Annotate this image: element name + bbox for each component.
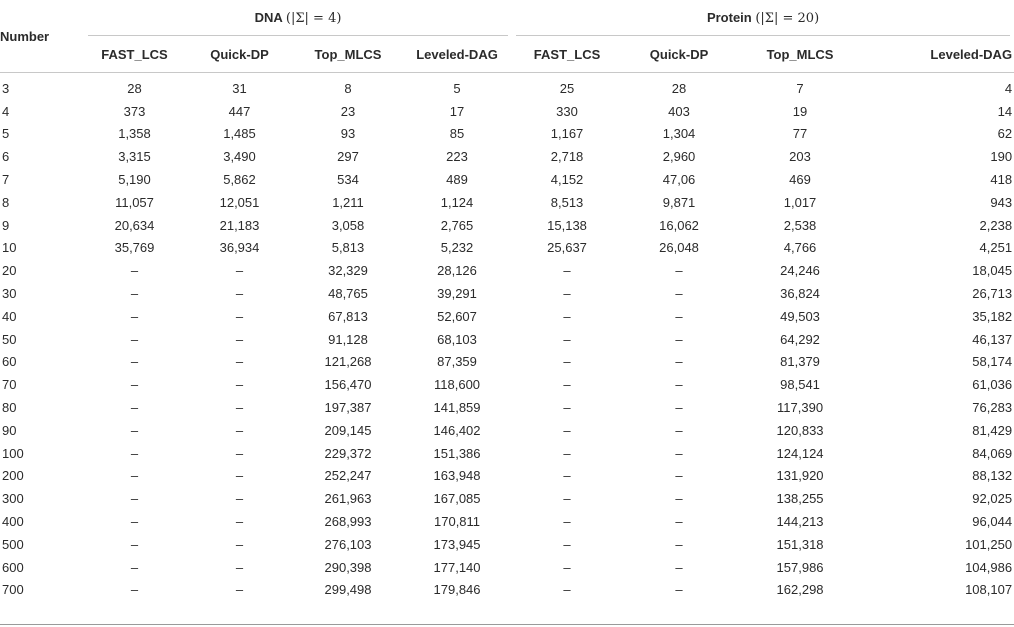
value-cell: 141,859 (433, 400, 481, 416)
value-cell: 49,503 (780, 308, 820, 324)
value-cell: 144,213 (776, 514, 824, 530)
value-cell: 1,167 (550, 126, 584, 142)
value-cell: 24,246 (780, 263, 820, 279)
table-row (0, 533, 1014, 556)
row-number-cell: 90 (2, 422, 17, 438)
value-cell: 46,137 (972, 331, 1013, 347)
value-cell: 93 (340, 126, 356, 142)
value-cell: 299,498 (324, 582, 372, 598)
value-cell: 1,485 (223, 126, 256, 142)
table-row (0, 556, 1014, 579)
group-name: Protein (706, 10, 752, 25)
value-cell: – (130, 331, 139, 347)
table-row (0, 168, 1014, 191)
value-cell: 418 (990, 172, 1013, 188)
value-cell: – (130, 422, 139, 438)
value-cell: 11,057 (115, 194, 154, 210)
value-cell: 146,402 (433, 422, 481, 438)
value-cell: – (675, 377, 683, 393)
table-row (0, 351, 1014, 374)
value-cell: 121,268 (324, 354, 372, 370)
value-cell: – (130, 582, 139, 598)
column-header: Leveled-DAG (930, 46, 1013, 62)
table-row (0, 328, 1014, 351)
value-cell: 108,107 (965, 582, 1013, 598)
value-cell: 138,255 (776, 491, 824, 507)
value-cell: – (235, 536, 244, 552)
value-cell: 203 (789, 149, 811, 165)
table-row (0, 145, 1014, 168)
value-cell: 35,182 (972, 308, 1013, 324)
value-cell: 3,490 (223, 149, 256, 165)
value-cell: – (675, 308, 683, 324)
value-cell: 26,713 (972, 286, 1013, 302)
table-row (0, 259, 1014, 282)
column-header: FAST_LCS (101, 46, 168, 62)
row-number-cell: 8 (2, 194, 10, 210)
row-number-cell: 10 (2, 240, 17, 256)
value-cell: 229,372 (324, 445, 372, 461)
value-cell: 118,600 (434, 377, 481, 393)
value-cell: – (675, 468, 683, 484)
value-cell: – (235, 308, 244, 324)
row-number-cell: 6 (2, 149, 10, 165)
value-cell: 117,390 (777, 400, 824, 416)
value-cell: – (235, 422, 244, 438)
value-cell: 403 (668, 103, 690, 119)
value-cell: 18,045 (972, 263, 1013, 279)
value-cell: 167,085 (433, 491, 481, 507)
value-cell: 84,069 (972, 445, 1013, 461)
group-header-protein (512, 0, 1014, 36)
value-cell: 39,291 (437, 286, 477, 302)
value-cell: 12,051 (219, 194, 260, 210)
column-header: Top_MLCS (314, 46, 382, 62)
value-cell: – (235, 514, 244, 530)
value-cell: 88,132 (972, 468, 1013, 484)
column-header: Top_MLCS (766, 46, 834, 62)
value-cell: 124,124 (776, 445, 824, 461)
value-cell: 5,862 (223, 172, 256, 188)
value-cell: 261,963 (324, 491, 372, 507)
value-cell: 131,920 (776, 468, 824, 484)
value-cell: 5,813 (331, 240, 365, 256)
value-cell: 297 (337, 149, 359, 165)
value-cell: 77 (792, 126, 808, 142)
value-cell: 23 (340, 103, 356, 119)
value-cell: – (563, 514, 571, 530)
value-cell: – (563, 422, 571, 438)
value-cell: 223 (446, 149, 468, 165)
table-body (0, 73, 1014, 602)
value-cell: 62 (997, 126, 1013, 142)
value-cell: 534 (337, 172, 359, 188)
value-cell: 85 (449, 126, 465, 142)
value-cell: – (675, 445, 683, 461)
value-cell: 25,637 (547, 240, 587, 256)
value-cell: – (130, 468, 139, 484)
value-cell: – (130, 491, 139, 507)
value-cell: – (130, 400, 139, 416)
value-cell: – (130, 514, 139, 530)
row-number-cell: 50 (2, 331, 17, 347)
value-cell: 447 (228, 103, 251, 119)
value-cell: 68,103 (437, 331, 477, 347)
value-cell: 17 (449, 103, 465, 119)
value-cell: 14 (997, 103, 1013, 119)
value-cell: 92,025 (972, 491, 1013, 507)
value-cell: 943 (990, 194, 1013, 210)
value-cell: 7 (796, 80, 804, 96)
value-cell: – (130, 308, 139, 324)
value-cell: 2,538 (783, 217, 817, 233)
value-cell: 47,06 (662, 172, 696, 188)
table-row (0, 73, 1014, 100)
value-cell: 330 (556, 103, 578, 119)
value-cell: 489 (446, 172, 468, 188)
value-cell: 91,128 (328, 331, 368, 347)
row-number-cell: 20 (2, 263, 17, 279)
value-cell: 173,945 (433, 536, 481, 552)
value-cell: 5 (453, 80, 461, 96)
value-cell: 35,769 (114, 240, 155, 256)
value-cell: 87,359 (437, 354, 477, 370)
value-cell: – (563, 468, 571, 484)
row-number-cell: 80 (2, 400, 17, 416)
table-row (0, 100, 1014, 123)
column-header: Quick-DP (210, 46, 269, 62)
value-cell: – (130, 536, 139, 552)
row-number-cell: 400 (2, 514, 24, 530)
value-cell: 190 (990, 149, 1013, 165)
value-cell: – (675, 286, 683, 302)
value-cell: 1,358 (118, 126, 151, 142)
value-cell: – (563, 536, 571, 552)
value-cell: 28 (671, 80, 687, 96)
table-row (0, 123, 1014, 146)
value-cell: 162,298 (776, 582, 824, 598)
column-header: FAST_LCS (533, 46, 601, 62)
value-cell: 101,250 (965, 536, 1013, 552)
value-cell: – (675, 559, 683, 575)
value-cell: – (130, 286, 139, 302)
value-cell: 8 (344, 80, 352, 96)
row-number-cell: 40 (2, 308, 17, 324)
value-cell: 157,986 (776, 559, 824, 575)
row-number-cell: 9 (2, 217, 10, 233)
row-number-cell: 500 (2, 536, 24, 552)
value-cell: 67,813 (328, 308, 368, 324)
value-cell: 104,986 (965, 559, 1013, 575)
value-cell: – (563, 582, 571, 598)
value-cell: 2,960 (662, 149, 696, 165)
row-number-cell: 100 (2, 445, 24, 461)
value-cell: – (563, 286, 571, 302)
value-cell: – (235, 286, 244, 302)
table-row (0, 510, 1014, 533)
value-cell: – (130, 445, 139, 461)
value-cell: 151,318 (776, 536, 824, 552)
table-row (0, 579, 1014, 602)
value-cell: – (235, 559, 244, 575)
value-cell: 64,292 (780, 331, 820, 347)
value-cell: – (675, 536, 683, 552)
table-row (0, 237, 1014, 260)
value-cell: 3,315 (118, 149, 151, 165)
value-cell: 209,145 (324, 422, 372, 438)
value-cell: – (675, 422, 683, 438)
value-cell: 19 (792, 103, 808, 119)
row-number-cell: 60 (2, 354, 17, 370)
value-cell: – (235, 263, 244, 279)
group-formula: (|Σ| = 4) (285, 11, 342, 26)
value-cell: 9,871 (662, 194, 696, 210)
row-number-cell: 300 (2, 491, 24, 507)
value-cell: 96,044 (972, 514, 1013, 530)
value-cell: – (235, 491, 244, 507)
table-row (0, 465, 1014, 488)
table-row (0, 282, 1014, 305)
value-cell: 197,387 (324, 400, 372, 416)
value-cell: – (235, 354, 244, 370)
value-cell: 170,811 (434, 514, 481, 530)
value-cell: 81,379 (780, 354, 820, 370)
value-cell: 1,124 (440, 194, 474, 210)
value-cell: 32,329 (328, 263, 368, 279)
value-cell: – (235, 377, 244, 393)
value-cell: 28 (127, 80, 142, 96)
value-cell: 1,017 (783, 194, 817, 210)
value-cell: 2,238 (979, 217, 1013, 233)
value-cell: 469 (789, 172, 811, 188)
value-cell: – (130, 559, 139, 575)
row-number-cell: 3 (2, 80, 10, 96)
value-cell: 179,846 (433, 582, 481, 598)
number-column-header: Number (0, 28, 50, 44)
value-cell: – (563, 491, 571, 507)
value-cell: – (563, 559, 571, 575)
value-cell: – (675, 331, 683, 347)
value-cell: – (563, 445, 571, 461)
value-cell: 26,048 (659, 240, 699, 256)
value-cell: 36,824 (780, 286, 820, 302)
value-cell: – (235, 468, 244, 484)
value-cell: – (675, 491, 683, 507)
table-row (0, 214, 1014, 237)
column-header: Quick-DP (649, 46, 709, 62)
table-header (0, 0, 1014, 73)
value-cell: 8,513 (550, 194, 584, 210)
row-number-cell: 700 (2, 582, 24, 598)
value-cell: 5,232 (440, 240, 474, 256)
value-cell: – (563, 308, 571, 324)
value-cell: 1,211 (332, 194, 364, 210)
value-cell: 52,607 (437, 308, 477, 324)
value-cell: 20,634 (114, 217, 155, 233)
value-cell: 58,174 (972, 354, 1013, 370)
row-number-cell: 70 (2, 377, 17, 393)
value-cell: 81,429 (972, 422, 1013, 438)
value-cell: 61,036 (972, 377, 1013, 393)
value-cell: – (235, 400, 244, 416)
value-cell: 28,126 (437, 263, 477, 279)
value-cell: – (563, 331, 571, 347)
value-cell: 98,541 (780, 377, 820, 393)
value-cell: 4,152 (550, 172, 584, 188)
group-formula: (|Σ| = 20) (755, 11, 820, 26)
value-cell: 4 (1004, 80, 1013, 96)
table-row (0, 442, 1014, 465)
table-row (0, 487, 1014, 510)
value-cell: 16,062 (659, 217, 699, 233)
value-cell: 2,718 (550, 149, 584, 165)
table-row (0, 191, 1014, 214)
value-cell: 276,103 (324, 536, 372, 552)
bottom-rule (0, 624, 1014, 625)
row-number-cell: 600 (2, 559, 24, 575)
table-row (0, 419, 1014, 442)
value-cell: – (130, 263, 139, 279)
value-cell: 21,183 (219, 217, 260, 233)
value-cell: – (675, 354, 683, 370)
value-cell: 268,993 (324, 514, 372, 530)
value-cell: 5,190 (118, 172, 151, 188)
value-cell: 1,304 (662, 126, 696, 142)
row-number-cell: 5 (2, 126, 10, 142)
value-cell: – (563, 400, 571, 416)
group-name: DNA (254, 10, 283, 25)
value-cell: – (675, 582, 683, 598)
column-header: Leveled-DAG (416, 46, 498, 62)
value-cell: – (563, 354, 571, 370)
value-cell: 4,251 (979, 240, 1013, 256)
value-cell: 151,386 (433, 445, 481, 461)
value-cell: – (235, 445, 244, 461)
row-number-cell: 200 (2, 468, 24, 484)
table-row (0, 373, 1014, 396)
value-cell: 3,058 (331, 217, 365, 233)
value-cell: 4,766 (783, 240, 817, 256)
value-cell: – (235, 582, 244, 598)
value-cell: 163,948 (433, 468, 481, 484)
value-cell: 15,138 (547, 217, 587, 233)
value-cell: 177,140 (433, 559, 481, 575)
value-cell: – (675, 400, 683, 416)
value-cell: 31 (232, 80, 247, 96)
row-number-cell: 4 (2, 103, 10, 119)
value-cell: 48,765 (328, 286, 368, 302)
value-cell: – (675, 514, 683, 530)
value-cell: – (563, 377, 571, 393)
table-row (0, 305, 1014, 328)
value-cell: – (563, 263, 571, 279)
value-cell: 252,247 (324, 468, 372, 484)
value-cell: 120,833 (776, 422, 824, 438)
group-header-dna (84, 0, 512, 36)
value-cell: – (130, 354, 139, 370)
row-number-cell: 30 (2, 286, 17, 302)
value-cell: 373 (123, 103, 146, 119)
table-row (0, 396, 1014, 419)
value-cell: 76,283 (972, 400, 1013, 416)
value-cell: – (130, 377, 139, 393)
value-cell: 2,765 (440, 217, 474, 233)
value-cell: 156,470 (324, 377, 372, 393)
value-cell: 36,934 (219, 240, 260, 256)
row-number-cell: 7 (2, 172, 10, 188)
value-cell: – (675, 263, 683, 279)
value-cell: – (235, 331, 244, 347)
value-cell: 290,398 (324, 559, 372, 575)
value-cell: 25 (559, 80, 575, 96)
